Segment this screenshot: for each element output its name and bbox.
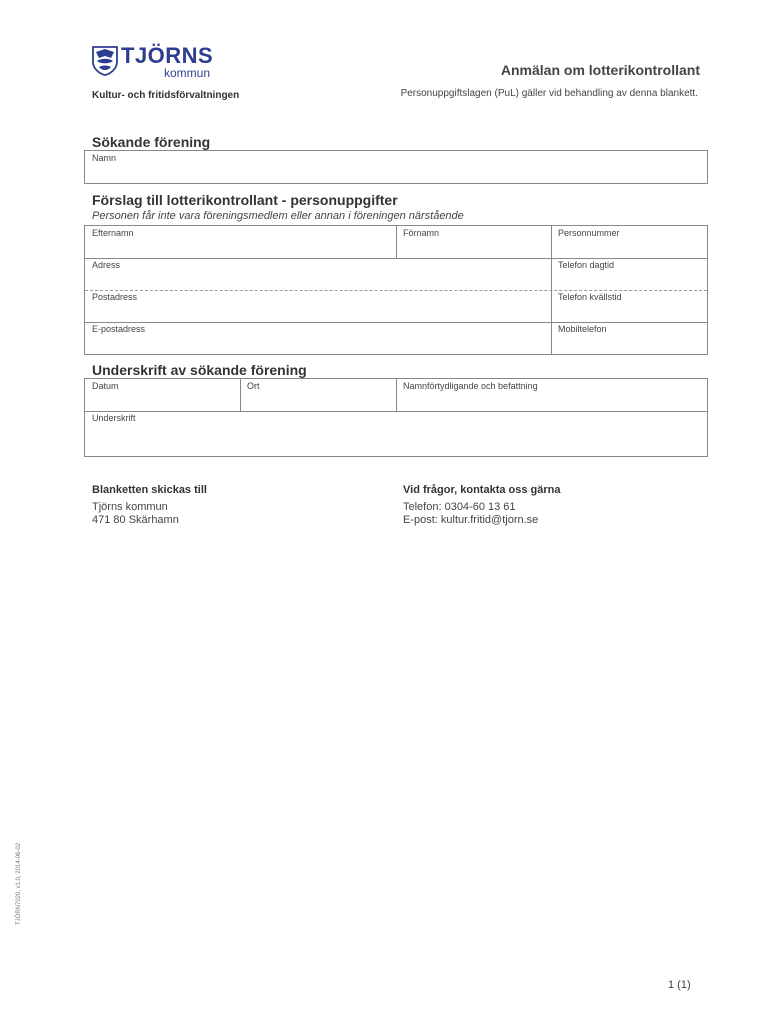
field-personal-number[interactable] [551, 226, 707, 258]
field-label: Efternamn [92, 228, 134, 238]
field-date[interactable] [85, 379, 240, 411]
contact-email: E-post: kultur.fritid@tjorn.se [403, 514, 539, 526]
page-number: 1 (1) [668, 979, 691, 991]
logo-wordmark: TJÖRNS [121, 43, 214, 68]
municipality-logo [92, 44, 216, 80]
field-label: Underskrift [92, 413, 136, 423]
field-mobile-phone[interactable] [551, 322, 707, 354]
field-label: Förnamn [403, 228, 440, 238]
field-label: Mobiltelefon [558, 324, 607, 334]
field-address[interactable] [85, 258, 551, 290]
field-label: Postadress [92, 292, 138, 302]
field-association-name[interactable] [85, 151, 707, 183]
field-label: Ort [247, 381, 260, 391]
field-label: Namnförtydligande och befattning [403, 381, 538, 391]
send-to-line1: Tjörns kommun [92, 501, 168, 513]
field-name-clarification[interactable] [396, 379, 707, 411]
field-label: Telefon kvällstid [558, 292, 622, 302]
contact-phone: Telefon: 0304-60 13 61 [403, 501, 516, 513]
field-label: Personnummer [558, 228, 620, 238]
department-name: Kultur- och fritidsförvaltningen [92, 90, 240, 101]
pul-notice: Personuppgiftslagen (PuL) gäller vid behandling av denna blankett. [400, 88, 698, 99]
applicant-form-box [84, 150, 708, 184]
field-label: Namn [92, 153, 117, 163]
field-postal-address[interactable] [85, 290, 551, 322]
field-phone-evening[interactable] [551, 290, 707, 322]
section-title-applicant: Sökande förening [92, 134, 211, 150]
field-place[interactable] [240, 379, 396, 411]
controller-form-box [84, 225, 708, 355]
field-email[interactable] [85, 322, 551, 354]
coat-of-arms-icon [92, 46, 118, 76]
field-label: E-postadress [92, 324, 146, 334]
signature-form-box [84, 378, 708, 457]
section-title-signature: Underskrift av sökande förening [92, 362, 307, 378]
field-label: Datum [92, 381, 119, 391]
field-label: Adress [92, 260, 121, 270]
field-signature[interactable] [85, 411, 707, 456]
contact-block [403, 484, 561, 527]
send-to-line2: 471 80 Skärhamn [92, 514, 179, 526]
send-to-block [92, 484, 207, 527]
section-title-controller: Förslag till lotterikontrollant - personuppgifter [92, 192, 398, 208]
field-surname[interactable] [85, 226, 396, 258]
document-title: Anmälan om lotterikontrollant [500, 62, 700, 78]
field-first-name[interactable] [396, 226, 551, 258]
field-label: Telefon dagtid [558, 260, 615, 270]
send-to-heading: Blanketten skickas till [92, 484, 207, 496]
document-code: TJÖRN7020, v1.0, 2014-06-02 [16, 842, 22, 925]
controller-subtitle: Personen får inte vara föreningsmedlem eller annan i föreningen närstående [92, 210, 464, 222]
contact-heading: Vid frågor, kontakta oss gärna [403, 484, 561, 496]
field-phone-daytime[interactable] [551, 258, 707, 290]
logo-subtitle: kommun [164, 66, 211, 80]
